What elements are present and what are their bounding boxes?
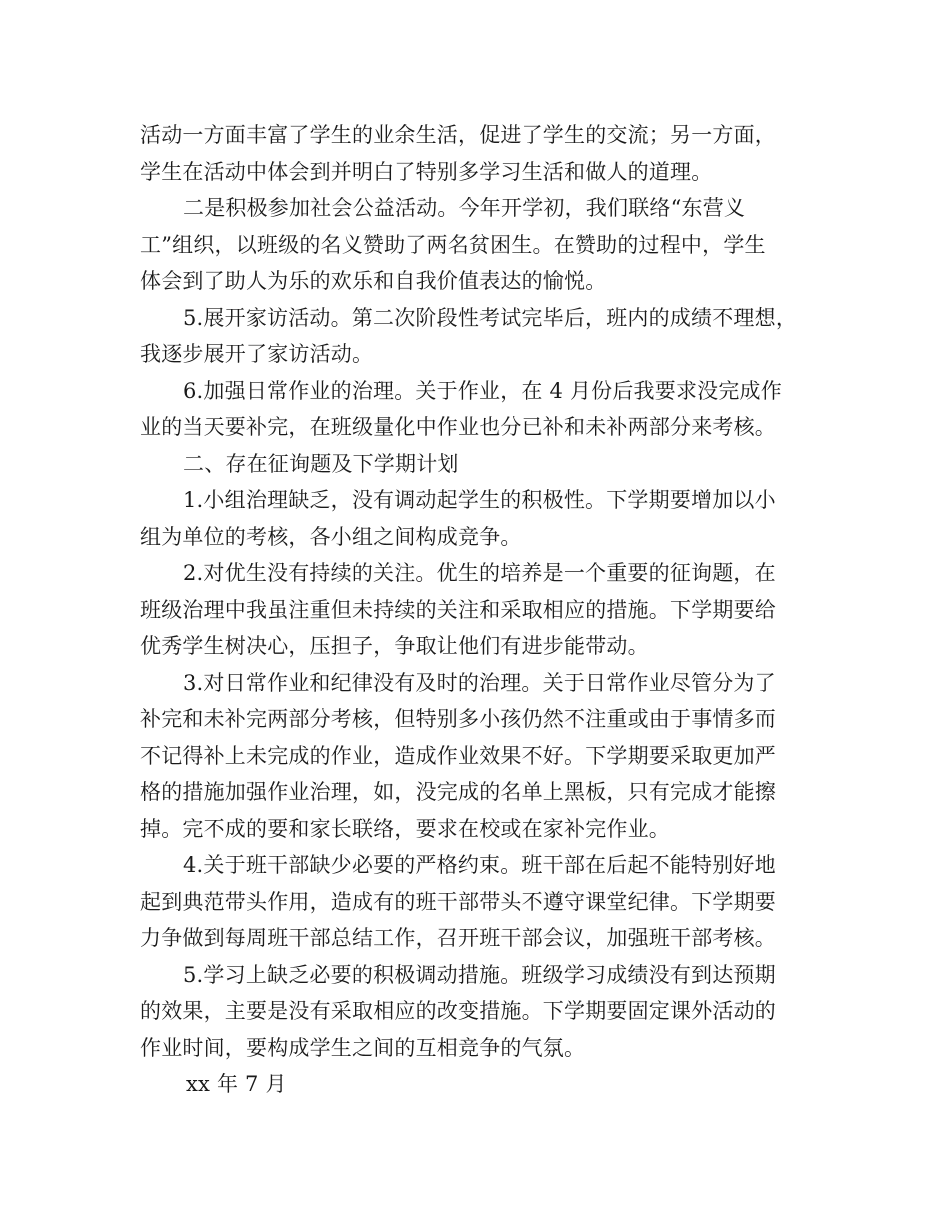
paragraph-start: 6.加强日常作业的治理。关于作业，在 4 月份后我要求没完成作 (183, 378, 782, 403)
paragraph-start: 5.展开家访活动。第二次阶段性考试完毕后，班内的成绩不理想， (183, 305, 798, 330)
section-heading: 二、存在征询题及下学期计划 (183, 451, 459, 476)
text-line: 格的措施加强作业治理，如，没完成的名单上黑板，只有完成才能擦 (140, 780, 776, 804)
paragraph-start: 4.关于班干部缺少必要的严格约束。班干部在后起不能特别好地 (183, 853, 776, 877)
paragraph-start: 二是积极参加社会公益活动。今年开学初，我们联络“东营义 (183, 196, 746, 220)
text-line: 不记得补上未完成的作业，造成作业效果不好。下学期要采取更加严 (140, 743, 776, 768)
text-line: 业的当天要补完，在班级量化中作业也分已补和未补两部分来考核。 (140, 415, 776, 439)
text-line: 掉。完不成的要和家长联络，要求在校或在家补完作业。 (140, 816, 670, 841)
paragraph-start: 3.对日常作业和纪律没有及时的治理。关于日常作业尽管分为了 (183, 670, 776, 695)
document-page (140, 117, 830, 1103)
text-line: 起到典范带头作用，造成有的班干部带头不遵守课堂纪律。下学期要 (140, 889, 776, 914)
text-line: 班级治理中我虽注重但未持续的关注和采取相应的措施。下学期要给 (140, 597, 776, 622)
paragraph-start: 5.学习上缺乏必要的积极调动措施。班级学习成绩没有到达预期 (183, 962, 776, 987)
text-line: 活动一方面丰富了学生的业余生活，促进了学生的交流；另一方面， (140, 123, 776, 147)
text-line: 组为单位的考核，各小组之间构成竞争。 (140, 524, 522, 549)
paragraph-start: 1.小组治理缺乏，没有调动起学生的积极性。下学期要增加以小 (183, 488, 776, 512)
text-line: 体会到了助人为乐的欢乐和自我价值表达的愉悦。 (140, 269, 607, 293)
date-line: xx 年 7 月 (186, 1072, 287, 1096)
paragraph-start: 2.对优生没有持续的关注。优生的培养是一个重要的征询题，在 (183, 561, 776, 585)
text-line: 补完和未补完两部分考核，但特别多小孩仍然不注重或由于事情多而 (140, 707, 776, 731)
text-line: 作业时间，要构成学生之间的互相竞争的气氛。 (140, 1035, 586, 1060)
text-line: 的效果，主要是没有采取相应的改变措施。下学期要固定课外活动的 (140, 999, 776, 1023)
text-line: 我逐步展开了家访活动。 (140, 342, 374, 366)
text-line: 力争做到每周班干部总结工作，召开班干部会议，加强班干部考核。 (140, 926, 776, 950)
text-line: 优秀学生树决心，压担子，争取让他们有进步能带动。 (140, 634, 649, 658)
text-line: 工”组织，以班级的名义赞助了两名贫困生。在赞助的过程中，学生 (140, 232, 766, 257)
text-line: 学生在活动中体会到并明白了特别多学习生活和做人的道理。 (140, 159, 713, 184)
